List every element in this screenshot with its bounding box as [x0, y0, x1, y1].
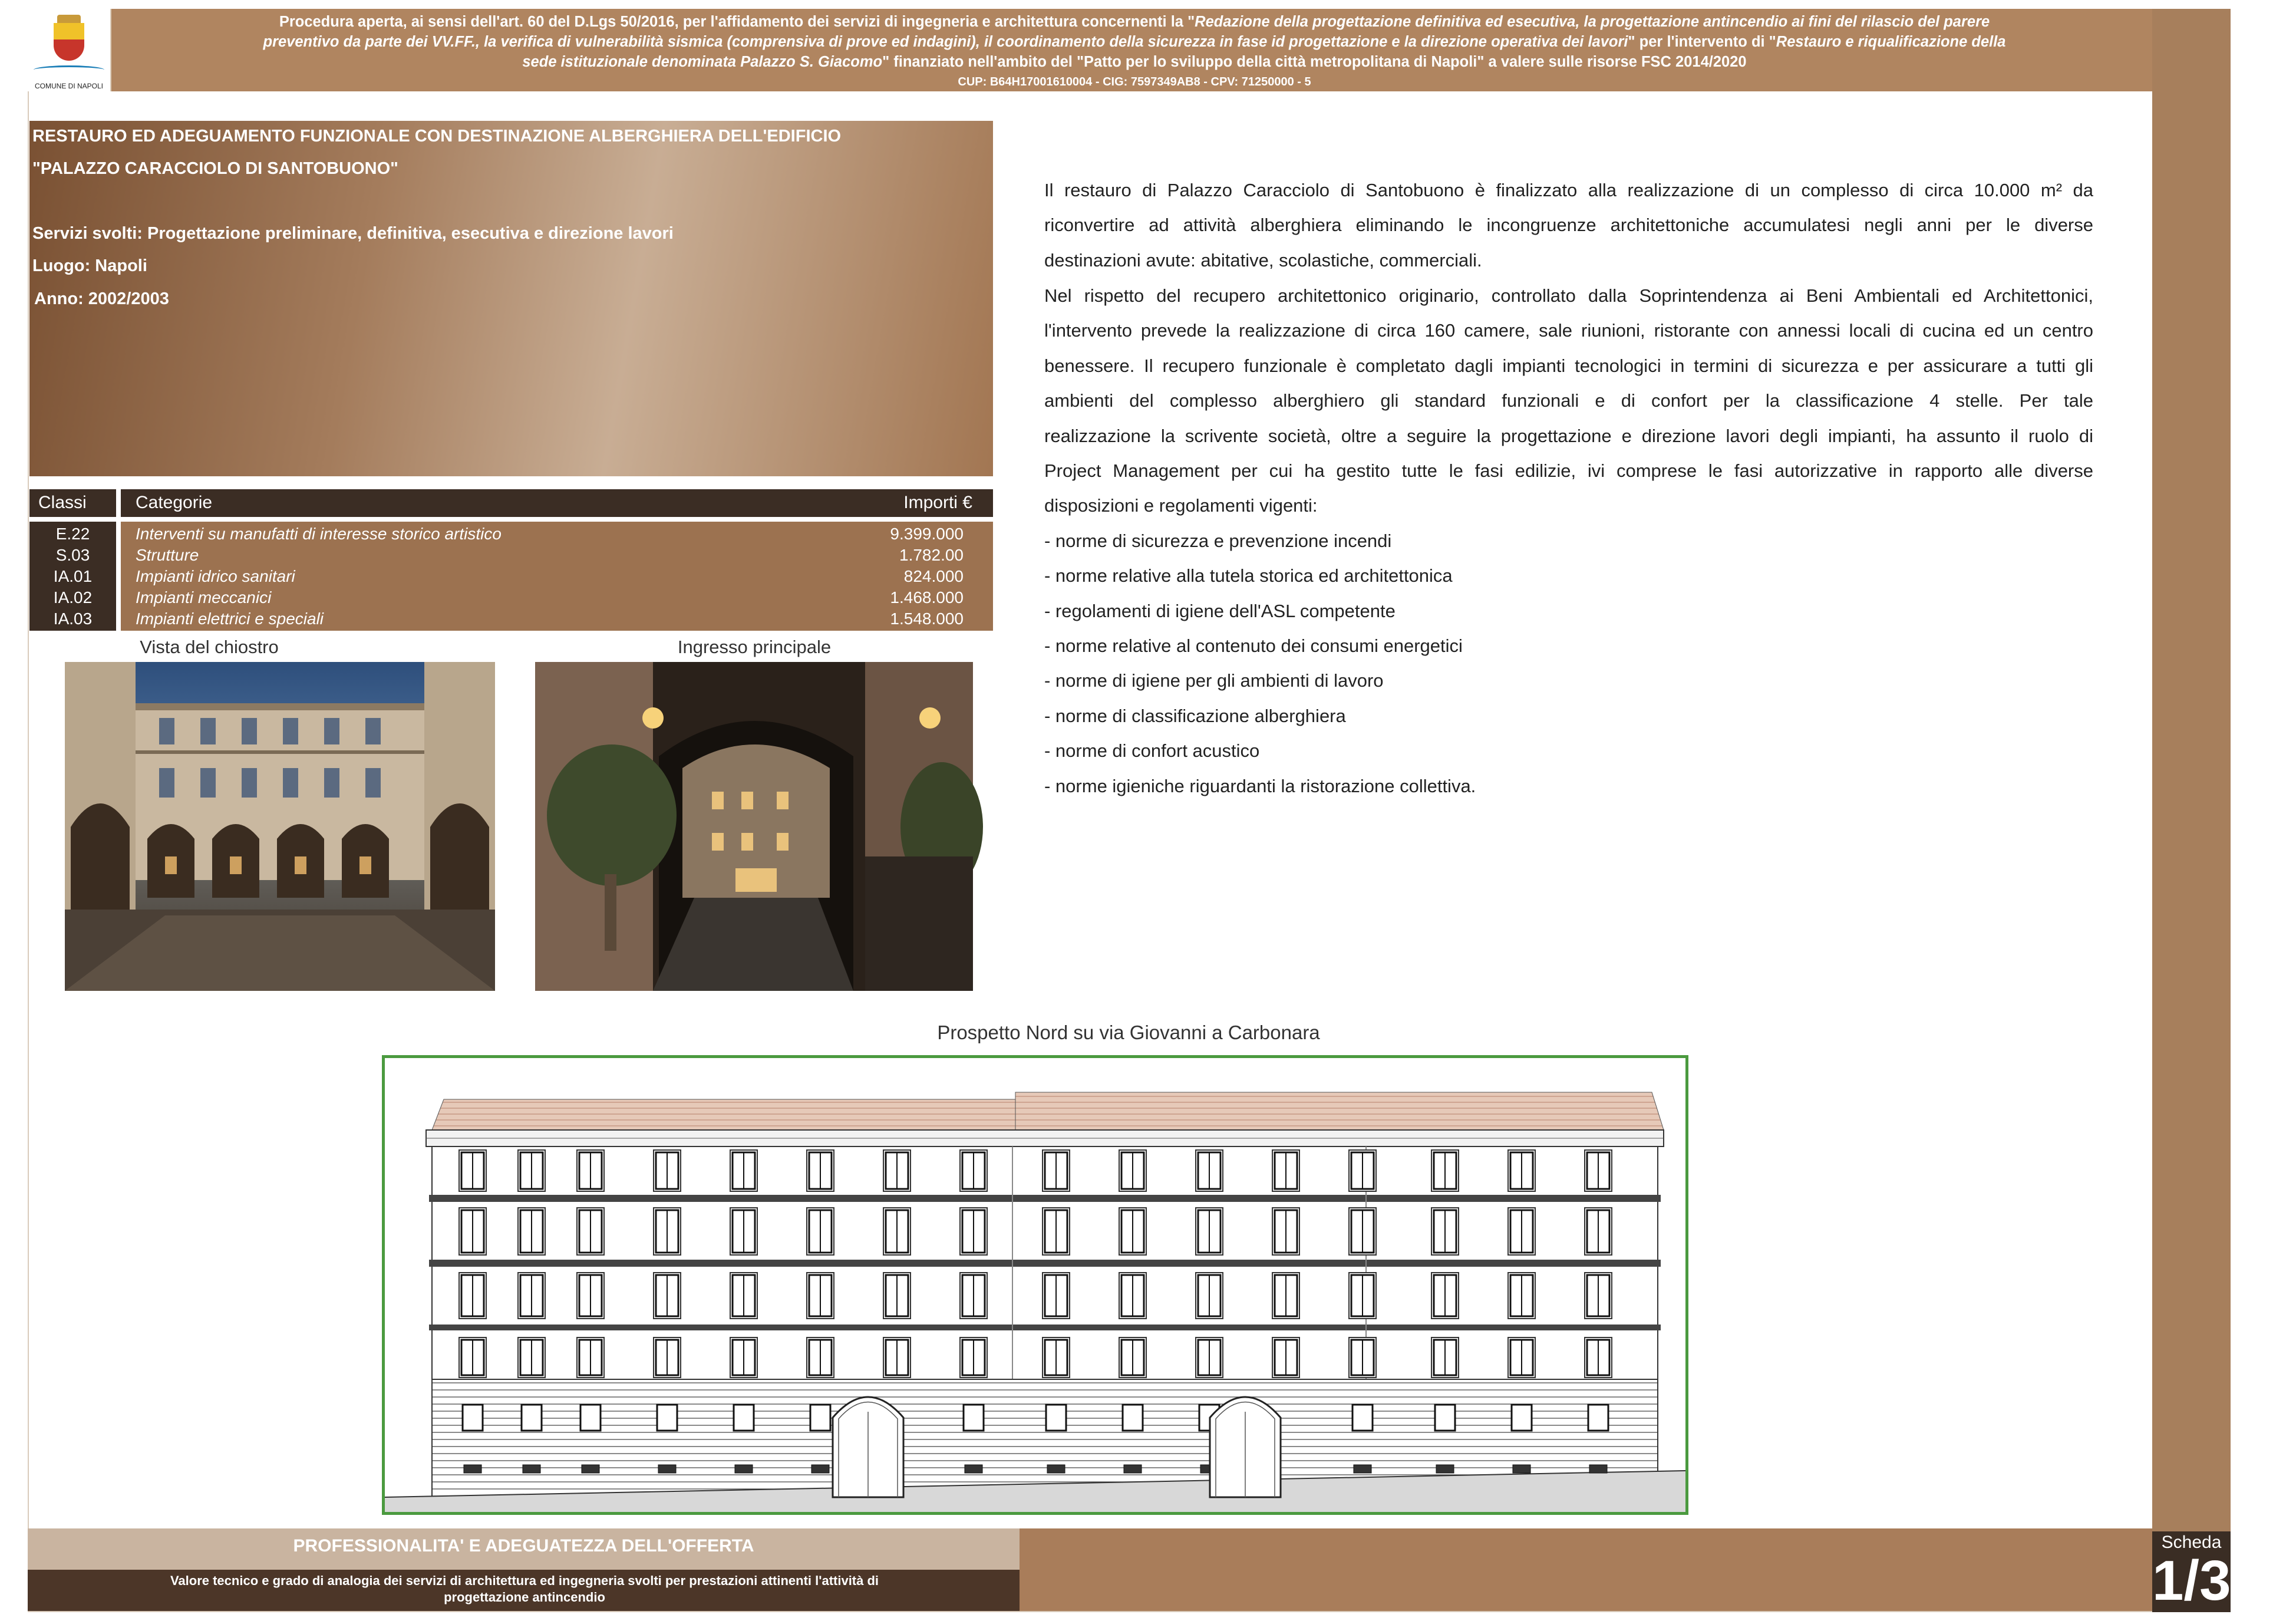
scheda-number: 1/3: [2152, 1549, 2231, 1612]
elevation-window: [1444, 1210, 1446, 1253]
elevation-window: [1285, 1275, 1286, 1316]
elevation-window: [590, 1210, 591, 1253]
elevation-window: [1521, 1210, 1522, 1253]
row-2-amount: 1.782.00: [899, 546, 964, 564]
elevation-window: [1521, 1340, 1522, 1375]
header-classi: Classi: [38, 493, 87, 512]
elevation-window: [896, 1152, 898, 1189]
elevation-window: [522, 1405, 542, 1431]
description-line: ambienti del complesso alberghiero gli standard funzionali e di confort per la classificazione 4 stelle. Per tale: [1044, 390, 2093, 411]
elevation-window: [1521, 1152, 1522, 1189]
elevation-window: [523, 1465, 540, 1473]
description-line: Il restauro di Palazzo Caracciolo di Santobuono è finalizzato alla realizzazione di un complesso di circa 10.000 m² da: [1044, 180, 2093, 200]
norms-list-item: - regolamenti di igiene dell'ASL competente: [1044, 601, 1396, 621]
elevation-window: [1285, 1210, 1286, 1253]
elevation-window: [657, 1405, 677, 1431]
elevation-window: [472, 1152, 473, 1189]
elevation-window: [1209, 1340, 1210, 1375]
photo-caption-entrance: Ingresso principale: [677, 637, 832, 657]
elevation-window: [820, 1152, 821, 1189]
description-line: realizzazione la scrivente società, oltre a seguire la progettazione e direzione lavori degli impianti, ha assunto il ruolo di: [1044, 426, 2093, 446]
elevation-window: [896, 1210, 898, 1253]
elevation-window: [1209, 1275, 1210, 1316]
norms-list-item: - norme di confort acustico: [1044, 740, 1260, 761]
elevation-window: [1436, 1465, 1454, 1473]
row-5-category: Impianti elettrici e speciali: [136, 609, 324, 628]
elevation-window: [667, 1340, 668, 1375]
elevation-window: [1513, 1465, 1530, 1473]
row-2-category: Strutture: [136, 546, 199, 564]
elevation-window: [1444, 1275, 1446, 1316]
scheda-label: Scheda: [2161, 1533, 2222, 1552]
frame-line-bottom: [28, 1611, 2152, 1612]
elevation-window: [472, 1275, 473, 1316]
description-line: riconvertire ad attività alberghiera eliminando le incongruenze architettoniche accumulatesi negli anni per le diverse: [1044, 215, 2093, 235]
elevation-window: [743, 1210, 744, 1253]
elevation-window: [1132, 1340, 1133, 1375]
norms-list-item: - norme di igiene per gli ambienti di lavoro: [1044, 670, 1384, 691]
elevation-window: [590, 1340, 591, 1375]
elevation-window: [1209, 1152, 1210, 1189]
logo-label: COMUNE DI NAPOLI: [34, 82, 103, 90]
elevation-window: [464, 1465, 481, 1473]
cloister-photo: [65, 662, 495, 991]
description-line: disposizioni e regolamenti vigenti:: [1044, 495, 1318, 516]
elevation-window: [1598, 1152, 1599, 1189]
frame-line-left: [28, 91, 29, 1612]
norms-list-item: - norme igieniche riguardanti la ristorazione collettiva.: [1044, 776, 1476, 796]
description-line: Nel rispetto del recupero architettonico originario, controllato dalla Soprintendenza ai Beni Ambientali ed Architettonici,: [1044, 285, 2093, 306]
elevation-window: [1444, 1340, 1446, 1375]
elevation-window: [810, 1405, 830, 1431]
row-3-amount: 824.000: [903, 567, 964, 585]
elevation-window: [1362, 1152, 1363, 1189]
footer-band-right: [1020, 1528, 2152, 1611]
header-categorie: Categorie: [136, 493, 213, 512]
elevation-window: [743, 1275, 744, 1316]
elevation-window: [1055, 1210, 1057, 1253]
elevation-window: [531, 1340, 532, 1375]
elevation-window: [667, 1152, 668, 1189]
elevation-caption: Prospetto Nord su via Giovanni a Carbonara: [937, 1022, 1320, 1043]
elevation-window: [1055, 1340, 1057, 1375]
coat-of-arms-icon: [54, 23, 84, 61]
norms-list-item: - norme relative alla tutela storica ed architettonica: [1044, 565, 1453, 586]
elevation-window: [735, 1465, 753, 1473]
row-4-amount: 1.468.000: [890, 588, 964, 607]
elevation-window: [896, 1340, 898, 1375]
elevation-window: [1047, 1465, 1065, 1473]
cup-codes: CUP: B64H17001610004 - CIG: 7597349AB8 - CPV: 71250000 - 5: [958, 75, 1311, 88]
services-performed: Servizi svolti: Progettazione preliminare, definitiva, esecutiva e direzione lavori: [32, 224, 674, 243]
norms-list-item: - norme di classificazione alberghiera: [1044, 706, 1346, 726]
cloister-illustration: [65, 662, 495, 991]
elevation-window: [531, 1152, 532, 1189]
description-line: destinazioni avute: abitative, scolastiche, commerciali.: [1044, 250, 1482, 271]
project-location: Luogo: Napoli: [32, 256, 147, 275]
elevation-window: [1521, 1275, 1522, 1316]
entrance-photo: [535, 662, 973, 991]
elevation-window: [1362, 1340, 1363, 1375]
elevation-window: [463, 1405, 483, 1431]
elevation-window: [590, 1275, 591, 1316]
elevation-window: [820, 1210, 821, 1253]
elevation-window: [1362, 1210, 1363, 1253]
procedure-description: Procedura aperta, ai sensi dell'art. 60 del D.Lgs 50/2016, per l'affidamento dei servizi di ingegneria e architettura concernenti la "Redazione della progettazione definitiva ed esecutiva, la progettazione antincendio ai fini del rilascio del parere preventivo da parte dei VV.FF., la verifica di vulnerabilità sismica (comprensiva di prove ed indagini), il coordinamento della sicurezza in fase id progettazione e la direzione operativa dei lavori" per l'intervento di "Restauro e riqualificazione della sede istituzionale denominata Palazzo S. Giacomo" finanziato nell'ambito del "Patto per lo sviluppo della città metropolitana di Napoli" a valere sulle risorse FSC 2014/2020: [263, 14, 2006, 70]
side-title: [2157, 94, 2295, 1474]
row-2-code: S.03: [55, 546, 90, 564]
elevation-window: [964, 1405, 984, 1431]
row-4-category: Impianti meccanici: [136, 588, 272, 607]
elevation-window: [1598, 1210, 1599, 1253]
elevation-window: [743, 1152, 744, 1189]
row-4-code: IA.02: [53, 588, 93, 607]
elevation-window: [667, 1275, 668, 1316]
crown-icon: [57, 15, 81, 23]
elevation-window: [1598, 1340, 1599, 1375]
elevation-window: [1598, 1275, 1599, 1316]
project-title-line2: "PALAZZO CARACCIOLO DI SANTOBUONO": [32, 159, 398, 178]
row-1-amount: 9.399.000: [890, 525, 964, 543]
elevation-window: [472, 1210, 473, 1253]
description-line: benessere. Il recupero funzionale è completato dagli impianti tecnologici in termini di sicurezza e per assicurare a tutti gli: [1044, 355, 2093, 376]
elevation-window: [1354, 1465, 1371, 1473]
elevation-window: [1444, 1152, 1446, 1189]
description-line: Project Management per cui ha gestito tutte le fasi edilizie, ivi comprese le fasi autorizzative in rapporto alle diverse: [1044, 460, 2093, 481]
elevation-window: [965, 1465, 982, 1473]
elevation-window: [582, 1465, 599, 1473]
elevation-window: [1132, 1152, 1133, 1189]
elevation-window: [1362, 1275, 1363, 1316]
row-1-category: Interventi su manufatti di interesse storico artistico: [136, 525, 502, 543]
project-year: Anno: 2002/2003: [34, 289, 169, 308]
row-3-code: IA.01: [53, 567, 93, 585]
elevation-window: [472, 1340, 473, 1375]
elevation-window: [1132, 1275, 1133, 1316]
row-5-code: IA.03: [53, 609, 93, 628]
elevation-window: [973, 1340, 974, 1375]
north-elevation-drawing: [382, 1055, 1688, 1515]
elevation-window: [1124, 1465, 1142, 1473]
project-title-line1: RESTAURO ED ADEGUAMENTO FUNZIONALE CON DESTINAZIONE ALBERGHIERA DELL'EDIFICIO: [32, 127, 842, 146]
norms-list-item: - norme relative al contenuto dei consumi energetici: [1044, 635, 1463, 656]
row-1-code: E.22: [55, 525, 90, 543]
elevation-window: [734, 1405, 754, 1431]
elevation-svg: [385, 1058, 1685, 1512]
elevation-window: [658, 1465, 676, 1473]
row-3-category: Impianti idrico sanitari: [136, 567, 295, 585]
elevation-window: [1046, 1405, 1066, 1431]
elevation-window: [580, 1405, 601, 1431]
description-line: l'intervento prevede la realizzazione di circa 160 camere, sale riunioni, ristorante con annessi locali di cucina ed un centro: [1044, 320, 2093, 341]
footer-subtitle: Valore tecnico e grado di analogia dei servizi di architettura ed ingegneria svolti per prestazioni attinenti l'attività di progettazione antincendio: [170, 1573, 879, 1604]
entrance-illustration: [535, 662, 973, 991]
elevation-window: [1055, 1152, 1057, 1189]
elevation-window: [973, 1275, 974, 1316]
elevation-window: [531, 1275, 532, 1316]
photo-caption-cloister: Vista del chiostro: [140, 637, 279, 657]
elevation-window: [1132, 1210, 1133, 1253]
elevation-window: [896, 1275, 898, 1316]
elevation-window: [1512, 1405, 1532, 1431]
row-5-amount: 1.548.000: [890, 609, 964, 628]
elevation-window: [1123, 1405, 1143, 1431]
elevation-window: [1055, 1275, 1057, 1316]
elevation-window: [667, 1210, 668, 1253]
header-importi: Importi €: [903, 493, 972, 512]
norms-list-item: - norme di sicurezza e prevenzione incendi: [1044, 531, 1392, 551]
elevation-window: [1352, 1405, 1373, 1431]
waves-icon: [34, 65, 104, 74]
elevation-window: [820, 1275, 821, 1316]
elevation-window: [743, 1340, 744, 1375]
elevation-window: [1285, 1340, 1286, 1375]
elevation-window: [973, 1152, 974, 1189]
elevation-window: [590, 1152, 591, 1189]
elevation-window: [531, 1210, 532, 1253]
elevation-window: [1285, 1152, 1286, 1189]
side-title-line1: RESTAURO ED ADEGUAMENTO FUNZIONALE CON DESTINAZIONE ALBERGHIERA DELL'EDIFICIO: [2229, 100, 2261, 1468]
side-title-line2: "PALAZZO CARACCIOLO DI SANTOBUONO" - NAPOLI: [2263, 407, 2295, 1161]
elevation-window: [1435, 1405, 1455, 1431]
comune-napoli-logo: [28, 9, 111, 91]
elevation-window: [1588, 1405, 1608, 1431]
elevation-window: [811, 1465, 829, 1473]
elevation-window: [820, 1340, 821, 1375]
footer-title: PROFESSIONALITA' E ADEGUATEZZA DELL'OFFERTA: [293, 1536, 754, 1556]
elevation-window: [1589, 1465, 1607, 1473]
elevation-window: [1209, 1210, 1210, 1253]
elevation-window: [973, 1210, 974, 1253]
